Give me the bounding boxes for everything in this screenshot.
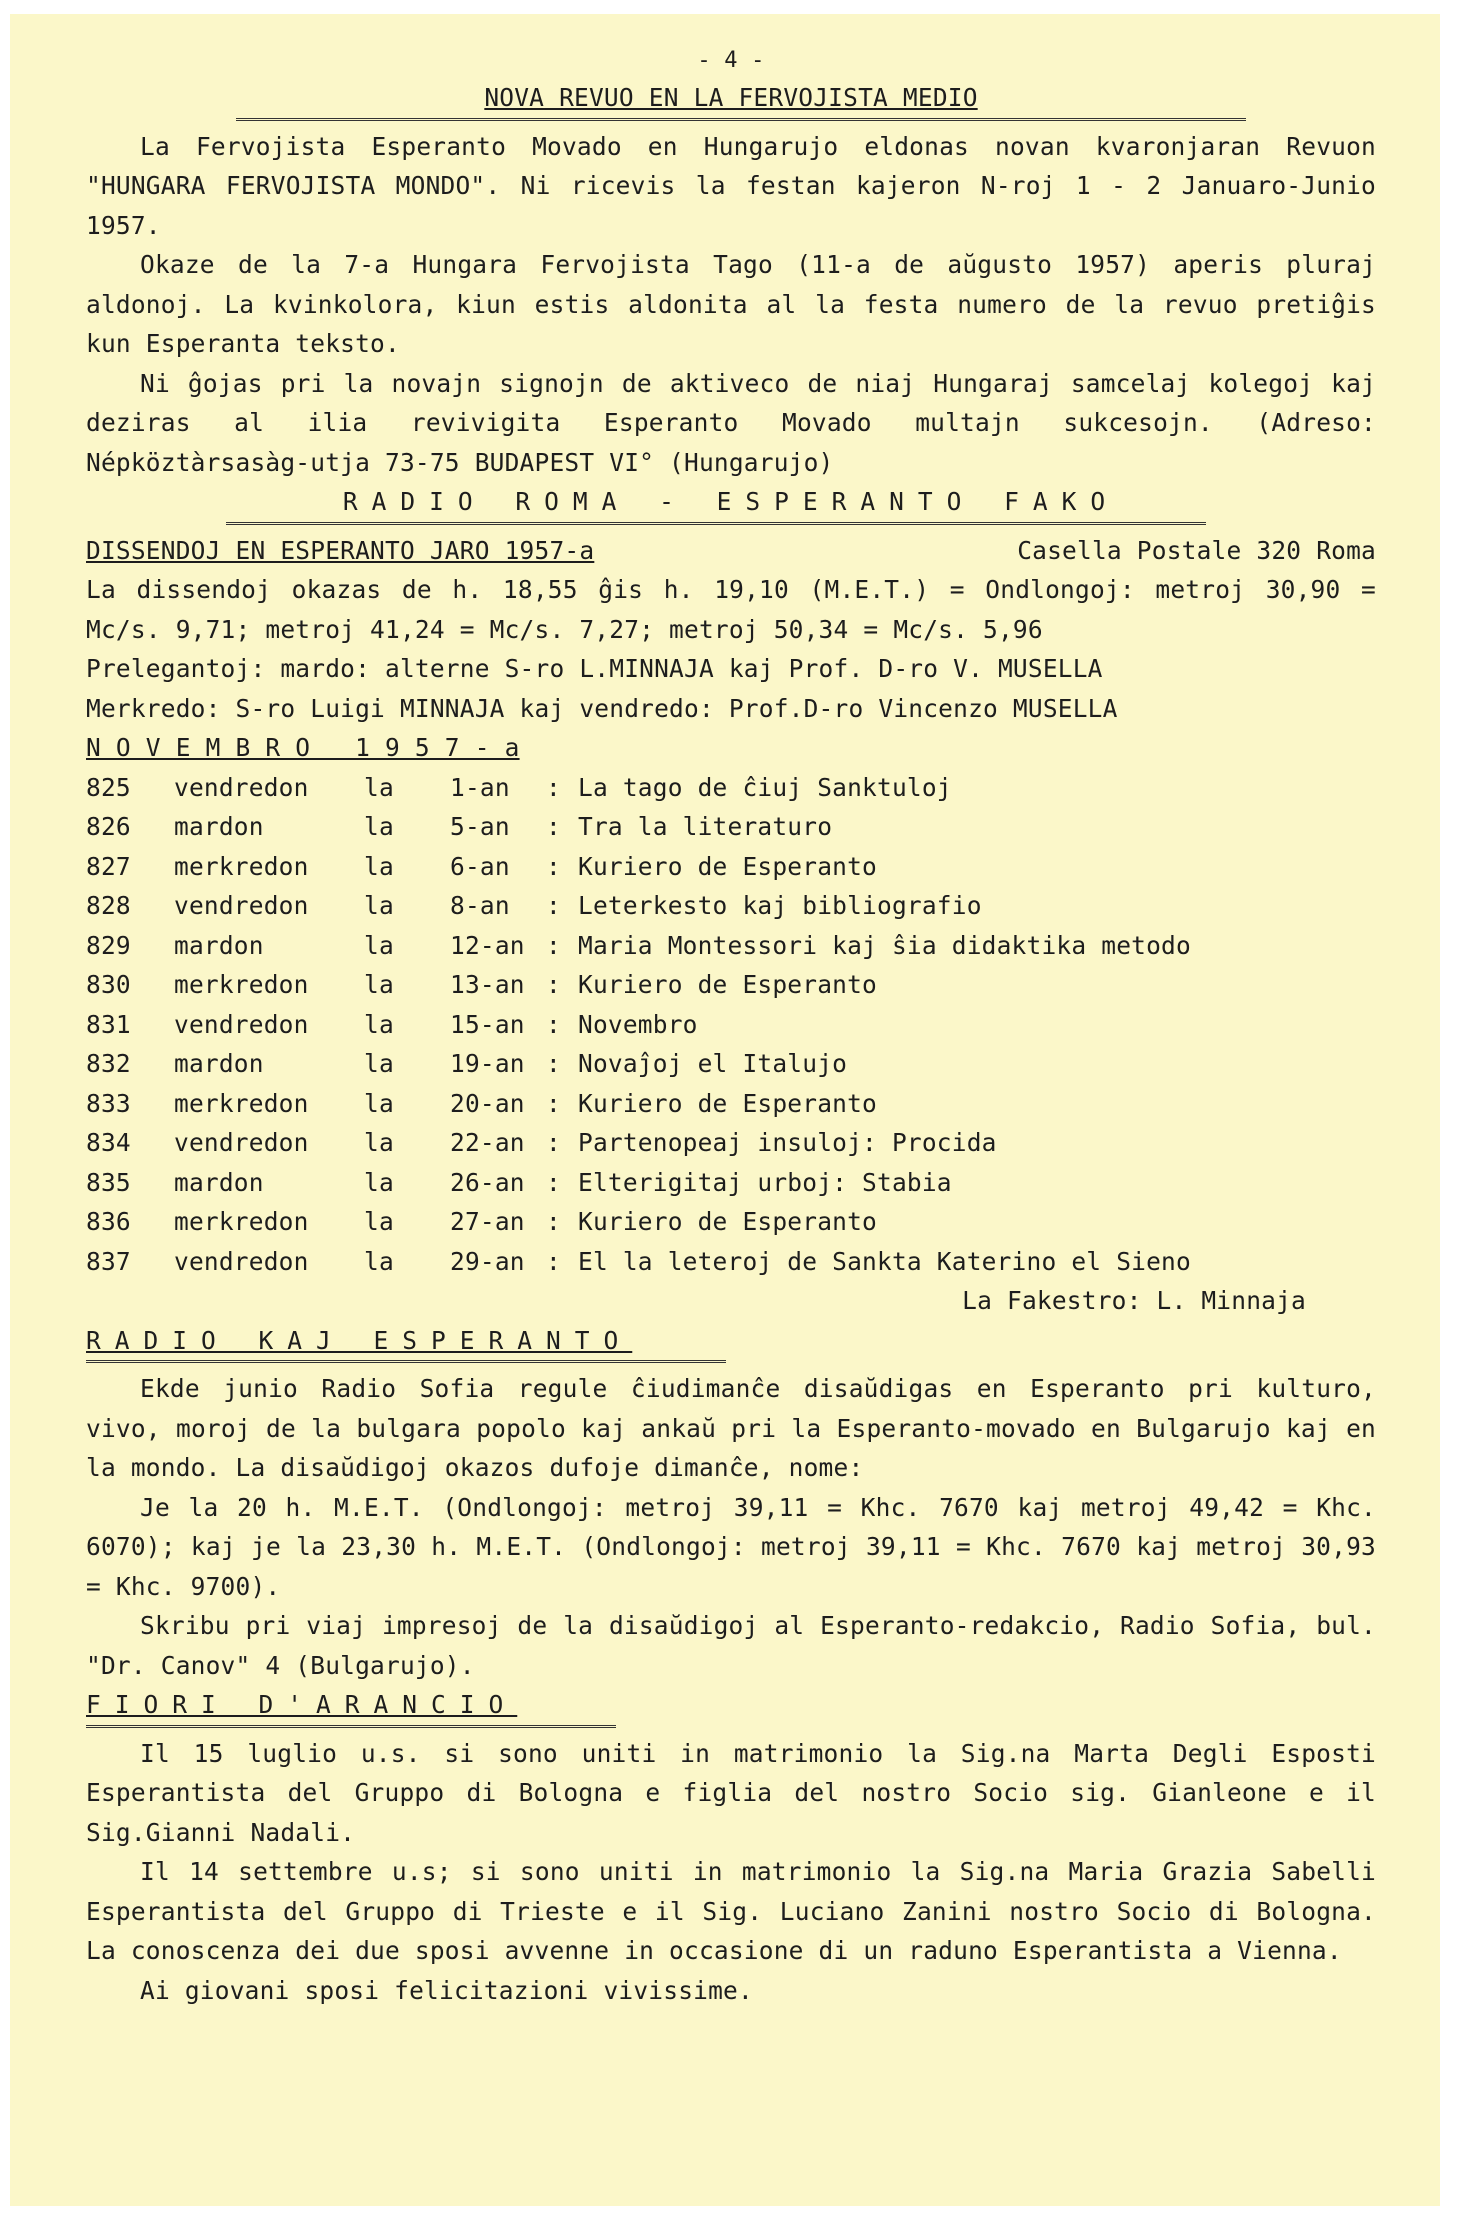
document-body: [86, 44, 1376, 2010]
radio-sofia-paragraph-2: Je la 20 h. M.E.T. (Ondlongoj: metroj 39,11 = Khc. 7670 kaj metroj 49,42 = Khc. 6070); kaj je la 23,30 h. M.E.T. (Ondlongoj: metroj 39,11 = Khc. 7670 kaj metroj 30,93 = Khc. 9700).: [86, 1492, 1376, 1601]
schedule-date: 1-an: [450, 772, 510, 802]
schedule-day: merkredon: [174, 1207, 309, 1236]
schedule-date: 22-an: [450, 1128, 525, 1157]
schedule-day: merkredon: [174, 970, 309, 999]
schedule-date: 19-an: [450, 1049, 525, 1078]
schedule-topic: Kuriero de Esperanto: [578, 851, 878, 881]
schedule-colon: :: [546, 1009, 561, 1039]
broadcast-subheading: DISSENDOJ EN ESPERANTO JARO 1957-a: [86, 535, 595, 565]
schedule-topic: Partenopeaj insuloj: Procida: [578, 1128, 997, 1157]
schedule-table: [86, 768, 1376, 1282]
schedule-colon: :: [546, 1246, 561, 1276]
page-title: [86, 78, 1376, 118]
schedule-number: 825: [86, 772, 131, 802]
schedule-colon: :: [546, 1049, 561, 1078]
schedule-day: vendredon: [174, 1246, 309, 1276]
radio-sofia-paragraph-1: Ekde junio Radio Sofia regule ĉiudimanĉe disaŭdigas en Esperanto pri kulturo, vivo, moroj de la bulgara popolo kaj ankaŭ pri la Esperanto-movado en Bulgarujo kaj en la mondo. La disaŭdigoj okazos dufoje dimanĉe, nome:: [86, 1374, 1376, 1482]
schedule-article: la: [364, 970, 394, 999]
schedule-topic: Novembro: [578, 1009, 698, 1039]
schedule-article: la: [364, 1009, 394, 1039]
schedule-date: 27-an: [450, 1207, 525, 1236]
schedule-date: 13-an: [450, 970, 525, 999]
schedule-topic: Kuriero de Esperanto: [578, 1088, 878, 1118]
schedule-date: 8-an: [450, 891, 510, 920]
schedule-number: 831: [86, 1009, 131, 1039]
fiori-rule: [86, 1725, 616, 1728]
schedule-article: la: [364, 930, 394, 960]
schedule-day: vendredon: [174, 1128, 309, 1157]
fakestro-signature: La Fakestro: L. Minnaja: [962, 1286, 1306, 1315]
schedule-number: 833: [86, 1088, 131, 1118]
schedule-colon: :: [546, 851, 561, 881]
schedule-colon: :: [546, 1128, 561, 1157]
schedule-article: la: [364, 1246, 394, 1276]
schedule-topic: Maria Montessori kaj ŝia didaktika metodo: [578, 930, 1191, 960]
schedule-topic: Leterkesto kaj bibliografio: [578, 891, 982, 920]
month-label: N O V E M B R O 1 9 5 7 - a: [86, 733, 520, 762]
schedule-date: 20-an: [450, 1088, 525, 1118]
speakers-line-2: Merkredo: S-ro Luigi MINNAJA kaj vendredo: Prof.D-ro Vincenzo MUSELLA: [86, 693, 1118, 723]
schedule-article: la: [364, 891, 394, 920]
congratulations-line: Ai giovani sposi felicitazioni vivissime.: [140, 1975, 753, 2005]
schedule-topic: El la leteroj de Sankta Katerino el Sieno: [578, 1246, 1191, 1276]
schedule-article: la: [364, 1207, 394, 1236]
page-number: - 4 -: [697, 48, 765, 73]
schedule-date: 26-an: [450, 1167, 525, 1197]
schedule-day: merkredon: [174, 851, 309, 881]
radio-kaj-esperanto-heading: RADIO KAJ ESPERANTO: [86, 1325, 633, 1355]
wedding-paragraph-2: Il 14 settembre u.s; si sono uniti in matrimonio la Sig.na Maria Grazia Sabelli Esperantista del Gruppo di Trieste e il Sig. Luciano Zanini nostro Socio di Bologna. La conoscenza dei due sposi avvenne in occasione di un raduno Esperantista a Vienna.: [86, 1857, 1376, 1965]
schedule-topic: Kuriero de Esperanto: [578, 1207, 878, 1236]
schedule-date: 5-an: [450, 812, 510, 841]
schedule-article: la: [364, 1049, 394, 1078]
schedule-day: vendredon: [174, 1009, 309, 1039]
schedule-article: la: [364, 1167, 394, 1197]
schedule-day: merkredon: [174, 1088, 309, 1118]
schedule-date: 12-an: [450, 930, 525, 960]
schedule-number: 826: [86, 812, 131, 841]
schedule-article: la: [364, 1128, 394, 1157]
radio-roma-heading: RADIO ROMA - ESPERANTO FAKO: [342, 487, 1120, 516]
intro-paragraph-2: Okaze de la 7-a Hungara Fervojista Tago (11-a de aŭgusto 1957) aperis pluraj aldonoj. La kvinkolora, kiun estis aldonita al la festa numero de la revuo pretiĝis kun Esperanta teksto.: [86, 250, 1376, 358]
speakers-line-1: Prelegantoj: mardo: alterne S-ro L.MINNAJA kaj Prof. D-ro V. MUSELLA: [86, 654, 1103, 683]
schedule-colon: :: [546, 1167, 561, 1197]
schedule-day: mardon: [174, 930, 264, 960]
intro-paragraph-3: Ni ĝojas pri la novajn signojn de aktiveco de niaj Hungaraj samcelaj kolegoj kaj deziras al ilia revivigita Esperanto Movado multajn sukcesojn. (Adreso: Népköztàrsasàg-utja 73-75 BUDAPEST VI° (Hungarujo): [86, 368, 1376, 477]
intro-paragraph-1: La Fervojista Esperanto Movado en Hungarujo eldonas novan kvaronjaran Revuon "HUNGARA FERVOJISTA MONDO". Ni ricevis la festan kajeron N-roj 1 - 2 Januaro-Junio 1957.: [86, 131, 1376, 240]
schedule-number: 832: [86, 1049, 131, 1078]
schedule-number: 829: [86, 930, 131, 960]
schedule-colon: :: [546, 970, 561, 999]
schedule-number: 827: [86, 851, 131, 881]
schedule-topic: Kuriero de Esperanto: [578, 970, 878, 999]
schedule-day: mardon: [174, 812, 264, 841]
schedule-colon: :: [546, 891, 561, 920]
schedule-article: la: [364, 772, 394, 802]
schedule-number: 835: [86, 1167, 131, 1197]
title-text: NOVA REVUO EN LA FERVOJISTA MEDIO: [484, 83, 978, 112]
schedule-number: 828: [86, 891, 131, 920]
schedule-article: la: [364, 1088, 394, 1118]
broadcast-header-row: [86, 531, 1376, 571]
schedule-topic: Tra la literaturo: [578, 812, 833, 841]
schedule-number: 834: [86, 1128, 131, 1157]
schedule-day: vendredon: [174, 772, 309, 802]
schedule-colon: :: [546, 772, 561, 802]
schedule-colon: :: [546, 1088, 561, 1118]
postal-address: Casella Postale 320 Roma: [1017, 535, 1376, 565]
schedule-colon: :: [546, 1207, 561, 1236]
broadcast-times: La dissendoj okazas de h. 18,55 ĝis h. 19,10 (M.E.T.) = Ondlongoj: metroj 30,90 = Mc/s. 9,71; metroj 41,24 = Mc/s. 7,27; metroj 50,34 = Mc/s. 5,96: [86, 575, 1376, 644]
radio-kaj-rule: [86, 1360, 726, 1363]
schedule-colon: :: [546, 812, 561, 841]
schedule-topic: Elterigitaj urboj: Stabia: [578, 1167, 952, 1197]
schedule-topic: La tago de ĉiuj Sanktuloj: [578, 772, 952, 802]
schedule-topic: Novaĵoj el Italujo: [578, 1049, 848, 1078]
schedule-article: la: [364, 851, 394, 881]
wedding-paragraph-1: Il 15 luglio u.s. si sono uniti in matrimonio la Sig.na Marta Degli Esposti Esperantista del Gruppo di Bologna e figlia del nostro Socio sig. Gianleone e il Sig.Gianni Nadali.: [86, 1738, 1376, 1847]
schedule-date: 15-an: [450, 1009, 525, 1039]
schedule-number: 837: [86, 1246, 131, 1276]
schedule-colon: :: [546, 930, 561, 960]
schedule-day: vendredon: [174, 891, 309, 920]
schedule-number: 830: [86, 970, 131, 999]
radio-roma-rule: [226, 522, 1206, 525]
schedule-date: 6-an: [450, 851, 510, 881]
fiori-darancio-heading: FIORI D'ARANCIO: [86, 1690, 518, 1719]
title-rule: [236, 118, 1246, 121]
schedule-day: mardon: [174, 1049, 264, 1078]
radio-sofia-paragraph-3: Skribu pri viaj impresoj de la disaŭdigoj al Esperanto-redakcio, Radio Sofia, bul. "Dr. Canov" 4 (Bulgarujo).: [86, 1611, 1376, 1680]
schedule-number: 836: [86, 1207, 131, 1236]
schedule-date: 29-an: [450, 1246, 525, 1276]
schedule-day: mardon: [174, 1167, 264, 1197]
schedule-article: la: [364, 812, 394, 841]
